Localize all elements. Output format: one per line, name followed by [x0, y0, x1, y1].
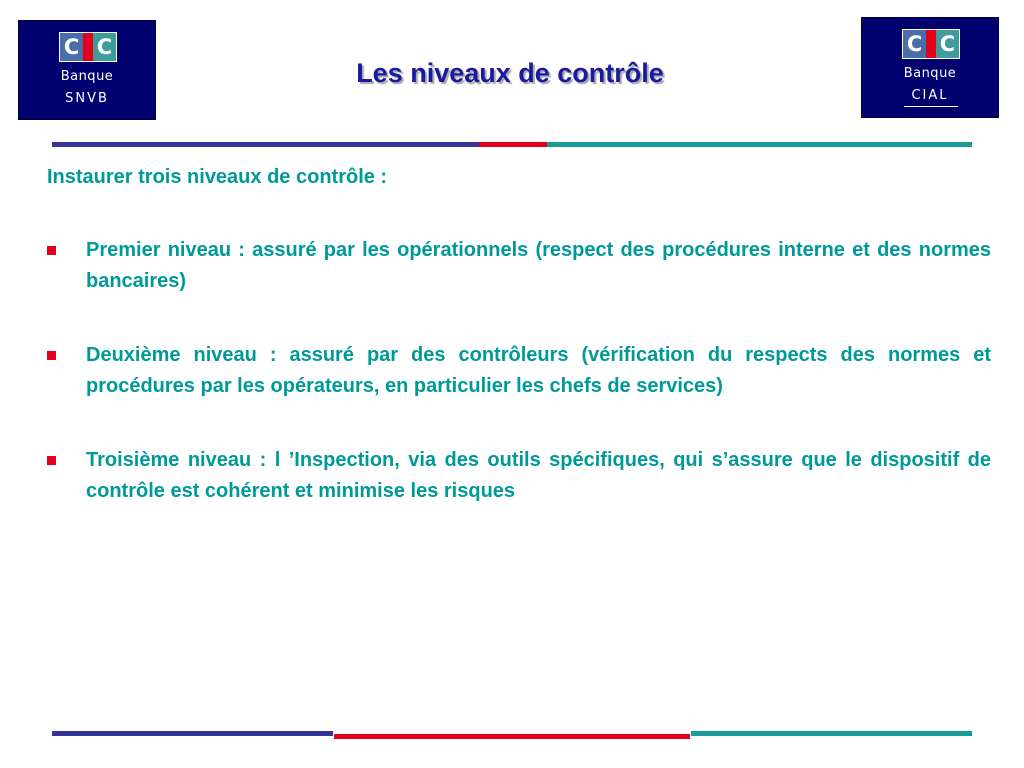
logo-bank-label: Banque [903, 66, 957, 81]
intro-text: Instaurer trois niveaux de contrôle : [47, 166, 388, 188]
list-item-text: Deuxième niveau : assuré par des contrôleurs (vérification du respects des normes et procédures par les opérateurs, en particulier les chefs de services) [86, 344, 991, 397]
square-bullet-icon [47, 351, 56, 360]
logo-bank-name: CIAL [911, 88, 949, 103]
logo-underline [904, 106, 958, 107]
cic-logo-mark: C C [59, 32, 117, 62]
list-item [47, 340, 991, 402]
top-divider [52, 142, 972, 147]
page-title: Les niveaux de contrôle [356, 58, 664, 88]
list-item [47, 445, 991, 507]
square-bullet-icon [47, 246, 56, 255]
logo-bank-label: Banque [60, 69, 114, 84]
square-bullet-icon [47, 456, 56, 465]
list-item-text: Premier niveau : assuré par les opérationnels (respect des procédures interne et des normes bancaires) [86, 239, 991, 292]
list-item [47, 235, 991, 297]
logo-cic-banque-cial [861, 17, 999, 118]
cic-logo-mark: C C [902, 29, 960, 59]
logo-bank-name: SNVB [65, 91, 109, 106]
bullet-list [47, 235, 991, 550]
list-item-text: Troisième niveau : l ’Inspection, via des outils spécifiques, qui s’assure que le dispositif de contrôle est cohérent et minimise les risques [86, 449, 991, 502]
logo-cic-banque-snvb [18, 20, 156, 120]
